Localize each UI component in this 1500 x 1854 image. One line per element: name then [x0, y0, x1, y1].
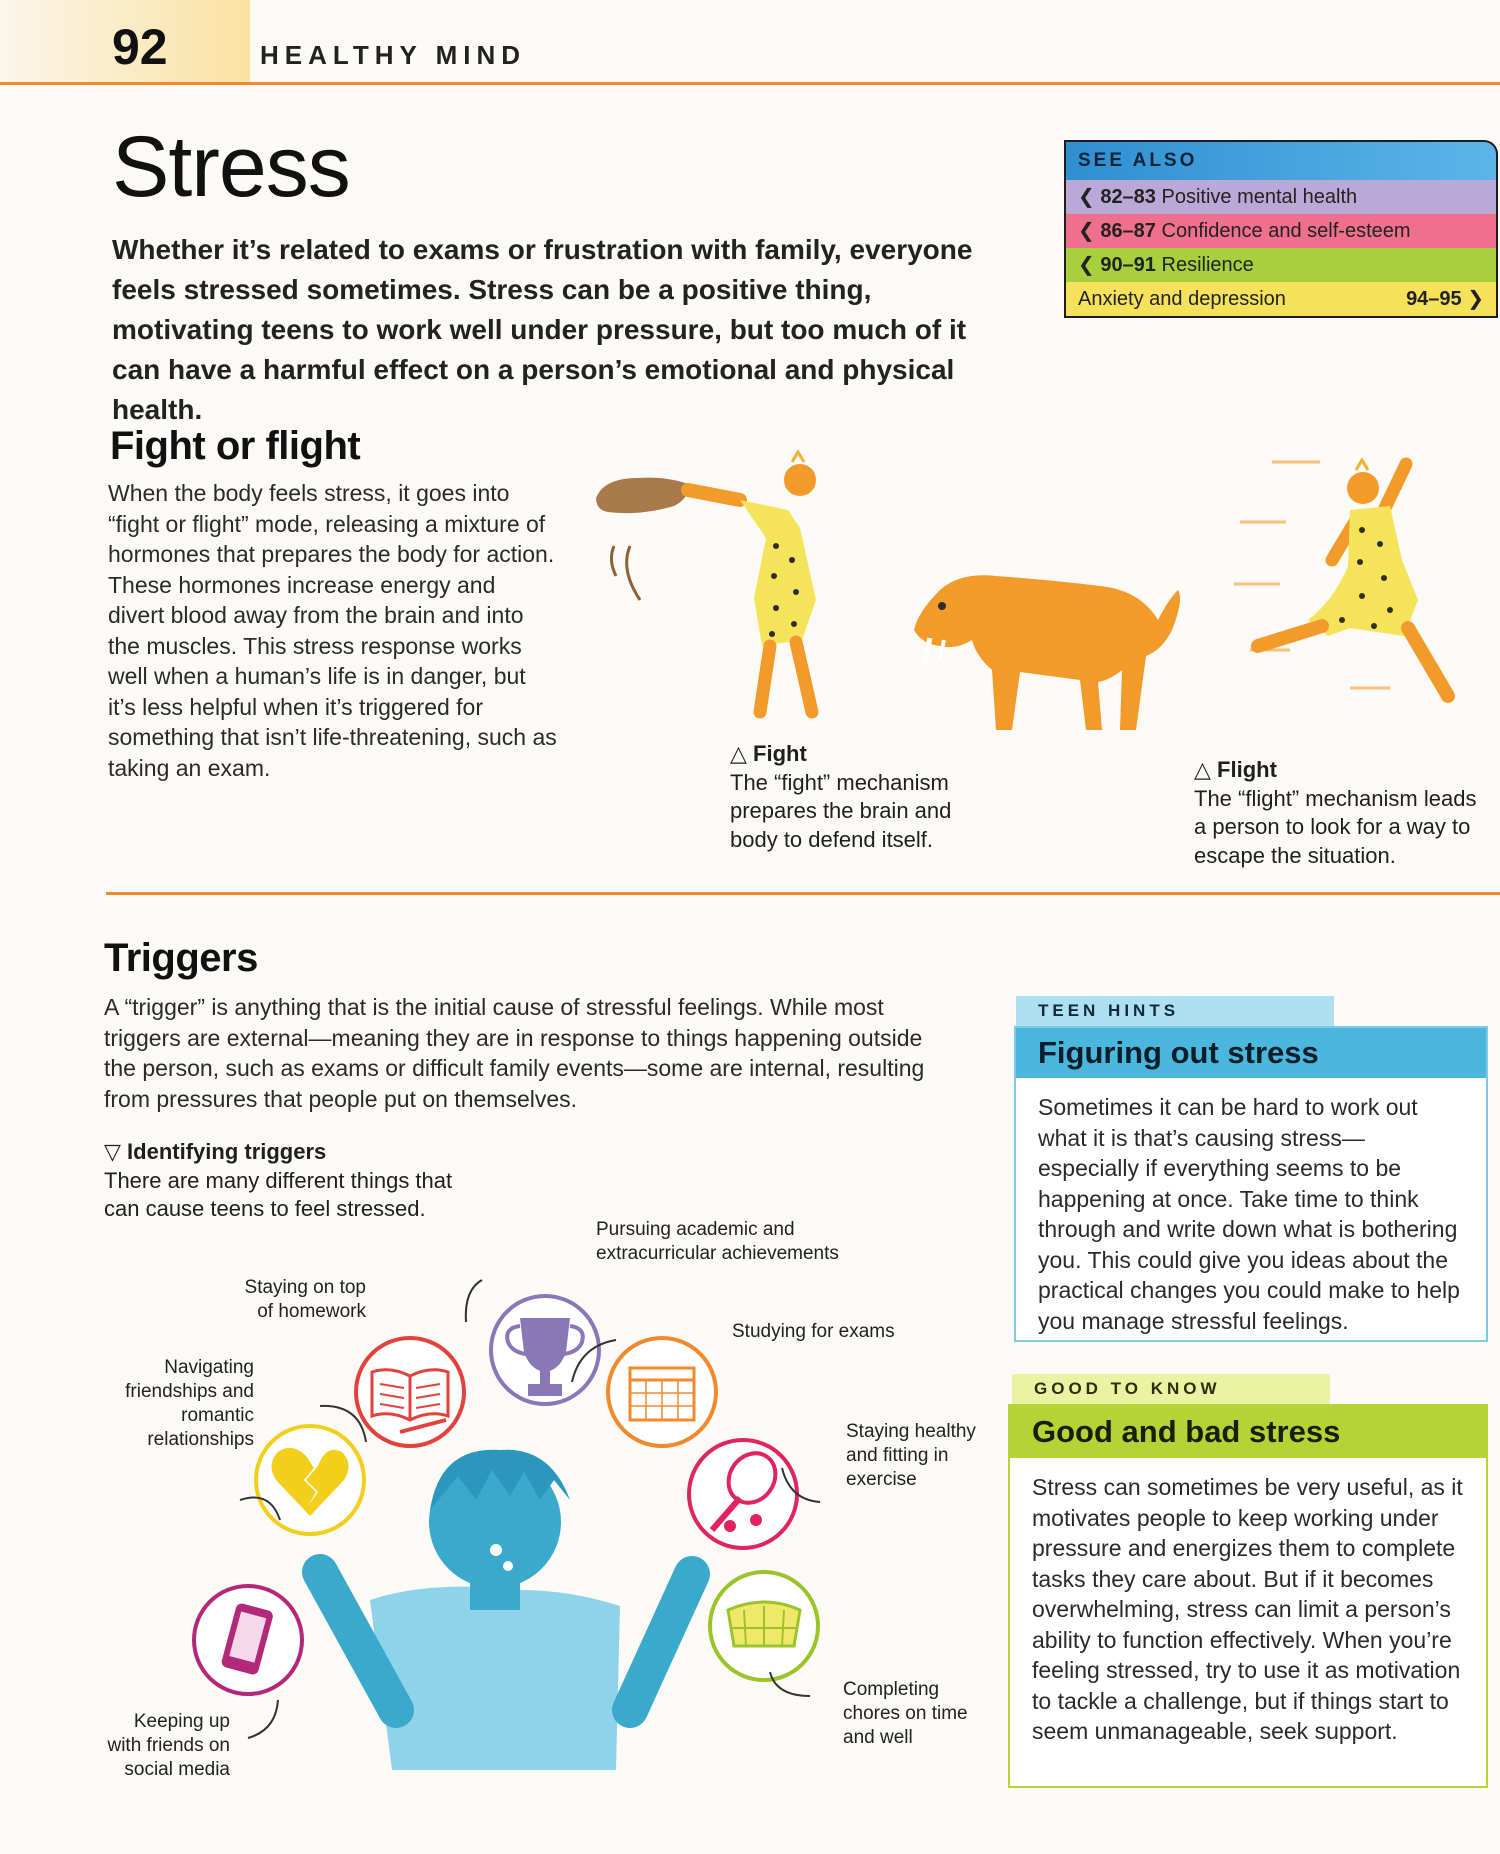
- flight-illustration: [1230, 450, 1490, 720]
- see-also-label: SEE ALSO: [1064, 140, 1498, 180]
- trigger-label-achievements: Pursuing academic and extracurricular achievements: [596, 1219, 839, 1264]
- see-also-text: Anxiety and depression: [1078, 288, 1286, 310]
- identifying-triggers-marker: ▽: [104, 1139, 121, 1164]
- trigger-label-social-media: Keeping up with friends on social media: [107, 1711, 230, 1780]
- good-to-know-box: [1008, 1404, 1488, 1788]
- trophy-icon: [491, 1296, 599, 1404]
- page-title: Stress: [112, 119, 350, 215]
- teen-hints-box: [1014, 1026, 1488, 1342]
- see-also-pages: ❮ 82–83: [1078, 186, 1156, 208]
- teen-hints-tab: [1016, 996, 1334, 1026]
- see-also-item[interactable]: [1064, 180, 1498, 214]
- trigger-label-exercise: Staying healthy and fitting in exercise: [846, 1421, 976, 1490]
- good-to-know-title-bar: [1010, 1406, 1486, 1458]
- flight-caption: [1194, 756, 1484, 870]
- sabre-tooth-cat-illustration: [900, 560, 1200, 740]
- flight-caption-marker: △: [1194, 757, 1211, 782]
- see-also-text: Positive mental health: [1161, 186, 1358, 208]
- header-rule: [0, 82, 1500, 85]
- fight-caption-text: The “fight” mechanism prepares the brain and body to defend itself.: [730, 769, 952, 852]
- see-also-text: Resilience: [1161, 254, 1254, 276]
- flight-caption-text: The “flight” mechanism leads a person to look for a way to escape the situation.: [1194, 785, 1477, 868]
- book-icon: [356, 1338, 464, 1446]
- trigger-label-chores: Completing chores on time and well: [843, 1679, 968, 1748]
- fight-caption-marker: △: [730, 741, 747, 766]
- see-also-item[interactable]: [1064, 248, 1498, 282]
- see-also-box: [1064, 140, 1498, 318]
- see-also-item[interactable]: [1064, 214, 1498, 248]
- see-also-pages: 94–95 ❯: [1406, 288, 1484, 310]
- laundry-basket-icon: [710, 1572, 818, 1680]
- identifying-triggers-text: There are many different things that can cause teens to feel stressed.: [104, 1167, 453, 1221]
- good-to-know-title: Good and bad stress: [1032, 1414, 1341, 1449]
- good-to-know-body: Stress can sometimes be very useful, as it motivates people to keep working under pressure and energizes them to complete tasks they care about. But if it becomes overwhelming, stress can limit a person’s ability to function effectively. When you’re feeling stressed, try to use it as motivation to tackle a challenge, but if things start to seem unmanageable, seek support.: [1032, 1474, 1463, 1744]
- trigger-label-relationships: Navigating friendships and romantic relationships: [125, 1357, 254, 1450]
- identifying-triggers-label: Identifying triggers: [127, 1139, 327, 1164]
- see-also-item[interactable]: [1064, 282, 1498, 318]
- teen-hints-title-bar: [1016, 1028, 1486, 1078]
- see-also-text: Confidence and self-esteem: [1161, 220, 1411, 242]
- fight-or-flight-heading: Fight or flight: [110, 424, 361, 468]
- fight-illustration: [590, 450, 850, 720]
- trigger-label-exams: Studying for exams: [732, 1321, 895, 1342]
- intro-text: Whether it’s related to exams or frustration with family, everyone feels stressed sometimes. Stress can be a positive thing, motivating teens to work well under pressure, but too much of it can have a harmful effect on a person’s emotional and physical health.: [112, 234, 973, 425]
- phone-icon: [194, 1586, 302, 1694]
- fight-caption: [730, 740, 980, 854]
- teen-hints-title: Figuring out stress: [1038, 1035, 1319, 1070]
- section-title: HEALTHY MIND: [260, 40, 527, 70]
- broken-heart-icon: [256, 1426, 364, 1534]
- fight-caption-label: Fight: [753, 741, 807, 766]
- see-also-pages: ❮ 90–91: [1078, 254, 1156, 276]
- teen-hints-label: TEEN HINTS: [1038, 1001, 1180, 1020]
- trigger-label-homework: Staying on top of homework: [244, 1277, 366, 1322]
- stressed-teen-figure: [320, 1450, 692, 1770]
- fight-or-flight-body: When the body feels stress, it goes into “fight or flight” mode, releasing a mixture of hormones that prepares the body for action. These hormones increase energy and divert blood away from the brain and into the muscles. This stress response works well when a human’s life is in danger, but it’s less helpful when it’s triggered for something that isn’t life-threatening, such as taking an exam.: [108, 480, 557, 781]
- good-to-know-label: GOOD TO KNOW: [1034, 1379, 1221, 1398]
- triggers-heading: Triggers: [104, 936, 258, 980]
- triggers-body: A “trigger” is anything that is the initial cause of stressful feelings. While most triggers are external—meaning they are in response to things happening outside the person, such as exams or difficult family events—some are internal, resulting from pressures that people put on themselves.: [104, 994, 925, 1112]
- good-to-know-tab: [1012, 1374, 1330, 1404]
- tennis-racket-icon: [689, 1440, 797, 1548]
- section-rule: [106, 892, 1500, 895]
- teen-hints-body: Sometimes it can be hard to work out what it is that’s causing stress—especially if everything seems to be happening at once. Take time to think through and write down what is bothering you. This could give you ideas about the practical changes you could make to help you manage stressful feelings.: [1038, 1094, 1460, 1334]
- see-also-pages: ❮ 86–87: [1078, 220, 1156, 242]
- flight-caption-label: Flight: [1217, 757, 1277, 782]
- calendar-icon: [608, 1338, 716, 1446]
- page-number: 92: [112, 19, 168, 75]
